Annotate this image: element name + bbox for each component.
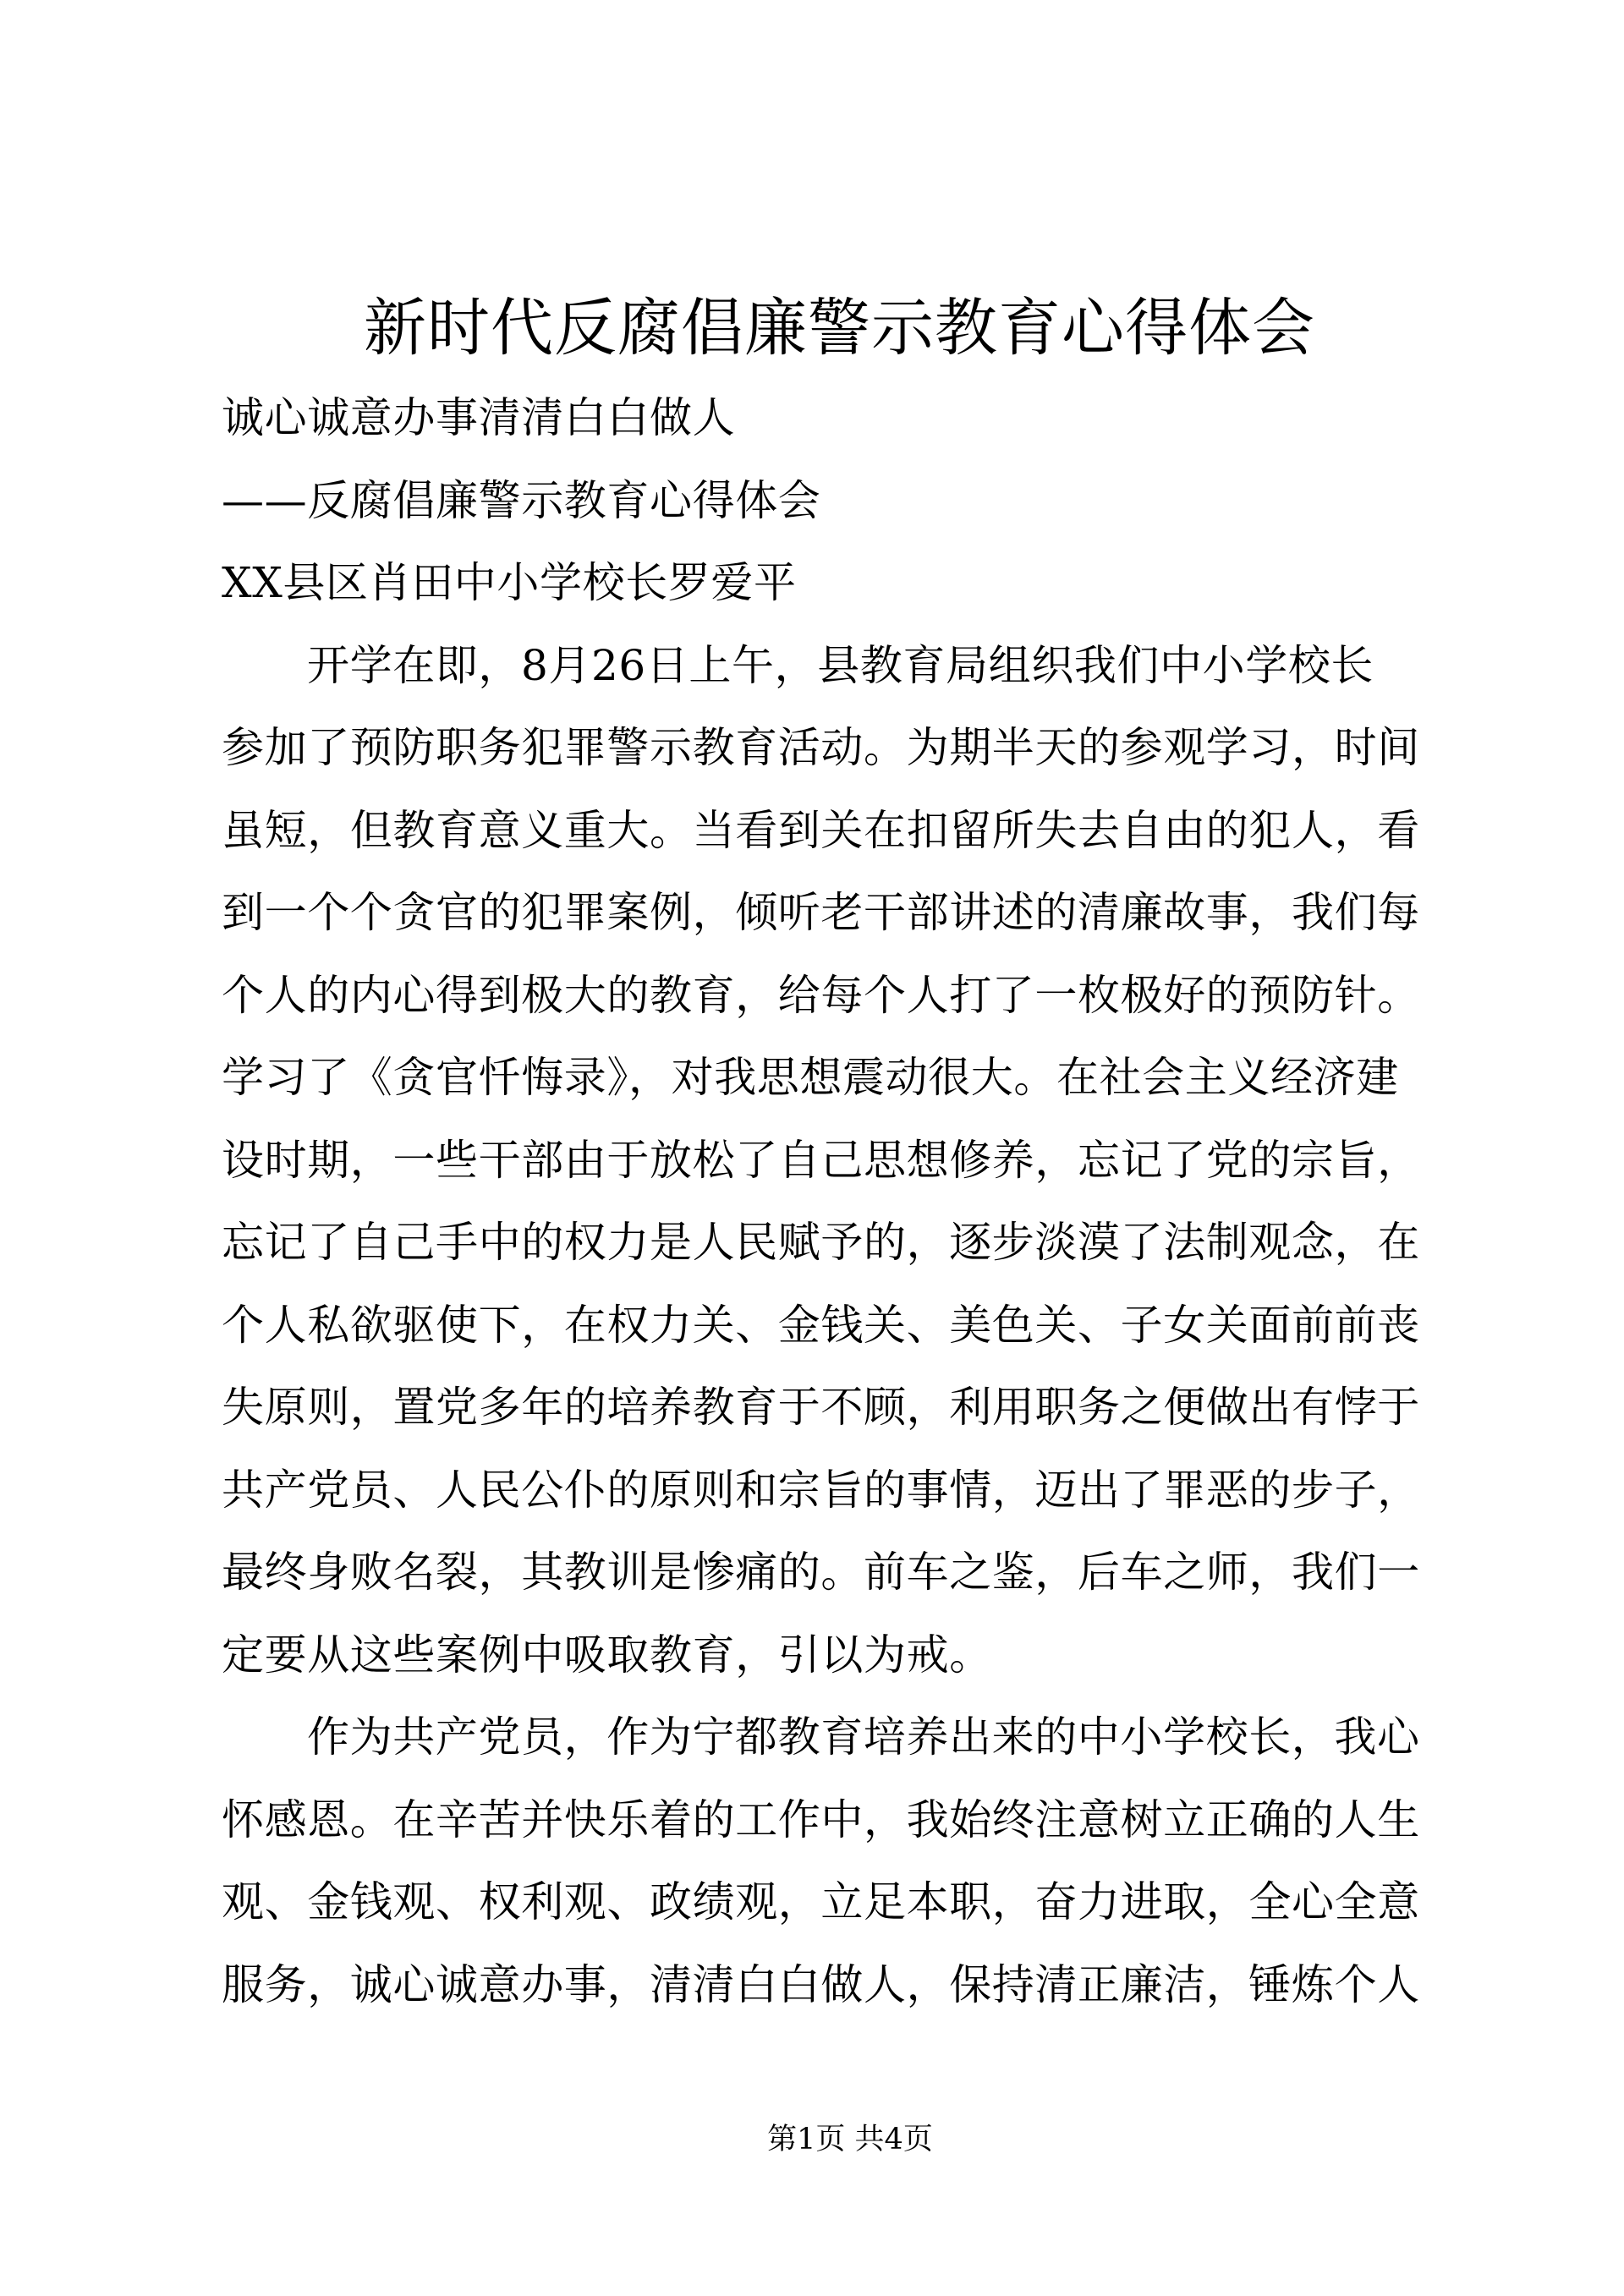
paragraph-line: 到一个个贪官的犯罪案例，倾听老干部讲述的清廉故事，我们每 bbox=[222, 888, 1420, 937]
paragraph-1 bbox=[222, 625, 1423, 1697]
page-number-footer: 第1页 共4页 bbox=[767, 2123, 933, 2156]
paragraph-line: 学习了《贪官忏悔录》，对我思想震动很大。在社会主义经济建 bbox=[222, 1053, 1399, 1102]
paragraph-line: 最终身败名裂，其教训是惨痛的。前车之鉴，后车之师，我们一 bbox=[222, 1548, 1420, 1597]
subtitle-dash-line: ——反腐倡廉警示教育心得体会 bbox=[222, 475, 821, 525]
paragraph-line: 忘记了自己手中的权力是人民赋予的，逐步淡漠了法制观念，在 bbox=[222, 1218, 1420, 1267]
paragraph-line: 个人私欲驱使下，在权力关、金钱关、美色关、子女关面前前丧 bbox=[222, 1300, 1420, 1350]
paragraph-line: 观、金钱观、权利观、政绩观，立足本职，奋力进取，全心全意 bbox=[222, 1877, 1420, 1926]
paragraph-line: 定要从这些案例中吸取教育，引以为戒。 bbox=[222, 1630, 992, 1680]
paragraph-line: 开学在即，8月26日上午，县教育局组织我们中小学校长 bbox=[307, 640, 1374, 690]
paragraph-line: 作为共产党员，作为宁都教育培养出来的中小学校长，我心 bbox=[307, 1712, 1420, 1762]
author-line: XX县区肖田中小学校长罗爱平 bbox=[222, 558, 797, 607]
document-title: 新时代反腐倡廉警示教育心得体会 bbox=[364, 292, 1315, 364]
paragraph-line: 设时期，一些干部由于放松了自己思想修养，忘记了党的宗旨， bbox=[222, 1135, 1420, 1185]
paragraph-line: 怀感恩。在辛苦并快乐着的工作中，我始终注意树立正确的人生 bbox=[222, 1795, 1420, 1844]
paragraph-line: 参加了预防职务犯罪警示教育活动。为期半天的参观学习，时间 bbox=[222, 723, 1420, 772]
paragraph-line: 服务，诚心诚意办事，清清白白做人，保持清正廉洁，锤炼个人 bbox=[222, 1959, 1420, 2009]
paragraph-line: 失原则，置党多年的培养教育于不顾，利用职务之便做出有悖于 bbox=[222, 1383, 1420, 1432]
subtitle-line: 诚心诚意办事清清白白做人 bbox=[222, 393, 736, 442]
document-body bbox=[222, 377, 1423, 2026]
paragraph-line: 共产党员、人民公仆的原则和宗旨的事情，迈出了罪恶的步子， bbox=[222, 1465, 1420, 1515]
paragraph-2 bbox=[222, 1696, 1423, 2026]
paragraph-line: 虽短，但教育意义重大。当看到关在扣留所失去自由的犯人，看 bbox=[222, 805, 1420, 855]
paragraph-line: 个人的内心得到极大的教育，给每个人打了一枚极好的预防针。 bbox=[222, 970, 1420, 1020]
